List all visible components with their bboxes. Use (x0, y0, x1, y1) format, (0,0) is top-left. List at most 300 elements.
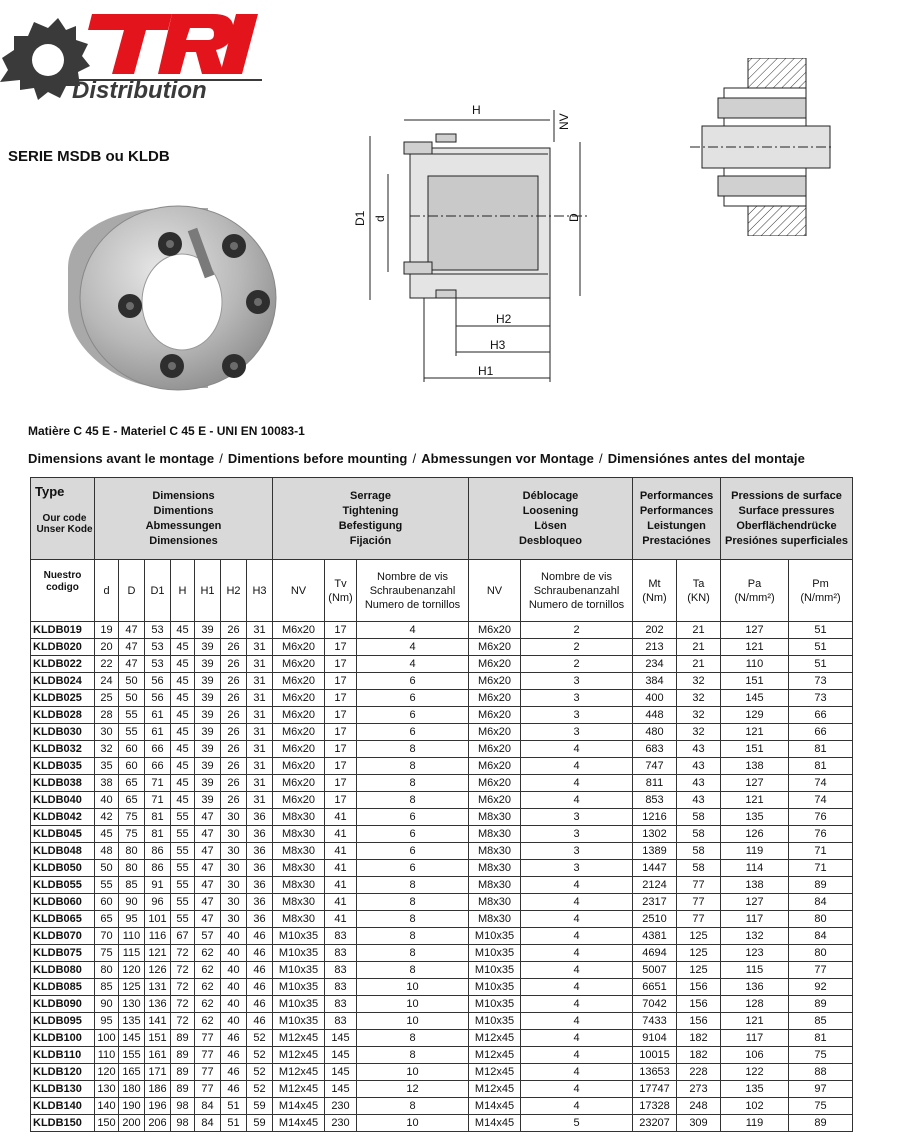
table-cell: M8x30 (469, 911, 521, 928)
table-cell: 45 (171, 724, 195, 741)
table-cell: 26 (221, 775, 247, 792)
table-cell: M12x45 (273, 1047, 325, 1064)
group-label: Performances (639, 504, 714, 517)
table-cell: M12x45 (469, 1030, 521, 1047)
table-cell: 114 (721, 860, 789, 877)
table-cell: 119 (721, 1115, 789, 1132)
table-cell: 58 (677, 860, 721, 877)
table-cell: 135 (721, 809, 789, 826)
table-cell: 59 (247, 1098, 273, 1115)
table-cell: 76 (789, 826, 853, 843)
table-cell: 228 (677, 1064, 721, 1081)
table-cell: 32 (95, 741, 119, 758)
pa-unit: (N/mm²) (734, 591, 775, 604)
table-cell: 77 (195, 1047, 221, 1064)
table-cell: M10x35 (469, 979, 521, 996)
table-cell: 135 (721, 1081, 789, 1098)
product-code-cell: KLDB020 (31, 639, 95, 656)
table-cell: 41 (325, 877, 357, 894)
table-cell: 25 (95, 690, 119, 707)
table-cell: 47 (195, 894, 221, 911)
table-cell: 2124 (633, 877, 677, 894)
label-H1: H1 (478, 364, 494, 378)
table-cell: 384 (633, 673, 677, 690)
table-row (31, 877, 853, 894)
label-d: d (373, 215, 387, 222)
table-cell: 21 (677, 656, 721, 673)
table-cell: 46 (247, 928, 273, 945)
table-cell: 55 (171, 860, 195, 877)
table-cell: 45 (171, 673, 195, 690)
group-deblocage (469, 478, 633, 560)
group-label: Loosening (522, 504, 579, 517)
table-cell: 17 (325, 656, 357, 673)
table-row (31, 911, 853, 928)
table-cell: M10x35 (273, 1013, 325, 1030)
table-cell: M8x30 (469, 809, 521, 826)
product-code-cell: KLDB150 (31, 1115, 95, 1132)
table-cell: M6x20 (273, 656, 325, 673)
label-D1: D1 (353, 210, 367, 226)
table-cell: 46 (247, 962, 273, 979)
table-cell: 39 (195, 792, 221, 809)
table-cell: 4 (521, 945, 633, 962)
table-cell: 45 (171, 639, 195, 656)
table-cell: 26 (221, 707, 247, 724)
table-cell: 138 (721, 758, 789, 775)
product-code-cell: KLDB035 (31, 758, 95, 775)
table-cell: 62 (195, 945, 221, 962)
table-cell: 85 (119, 877, 145, 894)
table-cell: 30 (221, 877, 247, 894)
tri-distribution-logo (0, 0, 270, 110)
table-cell: 26 (221, 792, 247, 809)
table-cell: 71 (789, 860, 853, 877)
table-cell: 115 (721, 962, 789, 979)
ta-label: Ta (692, 577, 705, 590)
table-cell: 53 (145, 656, 171, 673)
table-cell: 32 (677, 673, 721, 690)
table-cell: 80 (789, 945, 853, 962)
table-cell: 17 (325, 775, 357, 792)
table-cell: 1389 (633, 843, 677, 860)
table-cell: 4 (521, 1098, 633, 1115)
table-cell: 98 (171, 1115, 195, 1132)
col-nv-serrage: NV (273, 560, 325, 622)
table-cell: 17 (325, 724, 357, 741)
table-cell: 81 (145, 809, 171, 826)
screws-label: Nombre de vis (541, 570, 612, 583)
col-mt (633, 560, 677, 622)
table-cell: 145 (721, 690, 789, 707)
table-cell: 85 (789, 1013, 853, 1030)
table-cell: 39 (195, 673, 221, 690)
table-cell: 4 (521, 1081, 633, 1098)
table-cell: 122 (721, 1064, 789, 1081)
spec-table (30, 477, 853, 1132)
table-cell: M8x30 (469, 894, 521, 911)
table-cell: 128 (721, 996, 789, 1013)
table-cell: 31 (247, 673, 273, 690)
table-cell: 51 (221, 1098, 247, 1115)
table-cell: 31 (247, 792, 273, 809)
table-cell: 61 (145, 724, 171, 741)
table-cell: 4 (357, 656, 469, 673)
table-cell: 19 (95, 622, 119, 639)
table-cell: 39 (195, 707, 221, 724)
table-cell: 4694 (633, 945, 677, 962)
table-cell: 72 (171, 962, 195, 979)
table-cell: 182 (677, 1047, 721, 1064)
table-cell: 121 (721, 639, 789, 656)
table-cell: 131 (145, 979, 171, 996)
table-cell: M10x35 (469, 962, 521, 979)
table-cell: 58 (677, 809, 721, 826)
table-cell: 62 (195, 1013, 221, 1030)
table-cell: M8x30 (273, 843, 325, 860)
table-cell: 60 (95, 894, 119, 911)
table-cell: 4 (521, 877, 633, 894)
table-cell: 2510 (633, 911, 677, 928)
table-cell: 47 (195, 809, 221, 826)
table-cell: 125 (677, 962, 721, 979)
table-row (31, 860, 853, 877)
table-cell: M12x45 (273, 1081, 325, 1098)
table-cell: 39 (195, 639, 221, 656)
table-row (31, 656, 853, 673)
table-cell: 47 (195, 826, 221, 843)
table-cell: 186 (145, 1081, 171, 1098)
table-cell: M10x35 (273, 928, 325, 945)
group-label: Dimensiones (149, 534, 218, 547)
table-row (31, 826, 853, 843)
table-cell: 17 (325, 639, 357, 656)
group-label: Serrage (350, 489, 391, 502)
table-cell: 43 (677, 792, 721, 809)
table-cell: 91 (145, 877, 171, 894)
table-cell: 119 (721, 843, 789, 860)
table-row (31, 979, 853, 996)
table-row (31, 843, 853, 860)
table-cell: 138 (721, 877, 789, 894)
table-cell: 127 (721, 894, 789, 911)
tv-unit: (Nm) (328, 591, 353, 604)
table-cell: 30 (221, 860, 247, 877)
table-cell: 77 (789, 962, 853, 979)
table-cell: 31 (247, 775, 273, 792)
table-cell: 136 (145, 996, 171, 1013)
table-cell: 31 (247, 656, 273, 673)
table-cell: 2317 (633, 894, 677, 911)
table-cell: 8 (357, 1030, 469, 1047)
table-cell: 85 (95, 979, 119, 996)
table-cell: 8 (357, 945, 469, 962)
table-cell: 140 (95, 1098, 119, 1115)
table-cell: 45 (171, 656, 195, 673)
table-cell: 39 (195, 758, 221, 775)
nuestro-codigo-header (31, 560, 95, 622)
mt-unit: (Nm) (642, 591, 667, 604)
table-cell: 26 (221, 758, 247, 775)
table-cell: M6x20 (469, 741, 521, 758)
dimension-drawing (348, 96, 598, 386)
product-code-cell: KLDB050 (31, 860, 95, 877)
product-code-cell: KLDB065 (31, 911, 95, 928)
table-cell: 811 (633, 775, 677, 792)
table-cell: 132 (721, 928, 789, 945)
group-label: Leistungen (647, 519, 706, 532)
table-cell: M6x20 (273, 775, 325, 792)
table-cell: 6 (357, 860, 469, 877)
series-title: SERIE MSDB ou KLDB (8, 148, 170, 165)
table-cell: 55 (171, 877, 195, 894)
table-cell: 145 (325, 1030, 357, 1047)
table-cell: 7433 (633, 1013, 677, 1030)
type-title: Type (35, 484, 65, 499)
table-cell: 182 (677, 1030, 721, 1047)
product-code-cell: KLDB042 (31, 809, 95, 826)
table-cell: 145 (119, 1030, 145, 1047)
table-cell: 50 (95, 860, 119, 877)
table-cell: 51 (789, 656, 853, 673)
table-cell: M8x30 (273, 894, 325, 911)
table-cell: 72 (171, 996, 195, 1013)
table-cell: 4 (521, 741, 633, 758)
table-cell: M8x30 (469, 877, 521, 894)
table-cell: 46 (221, 1064, 247, 1081)
table-cell: 180 (119, 1081, 145, 1098)
table-cell: 39 (195, 690, 221, 707)
table-cell: 84 (789, 894, 853, 911)
table-cell: 23207 (633, 1115, 677, 1132)
screws-label: Numero de tornillos (364, 598, 461, 611)
nuestro-label: Nuestro (43, 570, 82, 581)
col-tv (325, 560, 357, 622)
caption-sep: / (219, 451, 223, 466)
table-cell: 17 (325, 707, 357, 724)
table-cell: 1302 (633, 826, 677, 843)
table-cell: 31 (247, 639, 273, 656)
table-cell: 10015 (633, 1047, 677, 1064)
table-cell: M10x35 (469, 928, 521, 945)
screws-label: Schraubenanzahl (369, 584, 456, 597)
table-cell: 136 (721, 979, 789, 996)
table-cell: 46 (247, 979, 273, 996)
table-cell: 45 (171, 707, 195, 724)
table-cell: 6651 (633, 979, 677, 996)
table-cell: 42 (95, 809, 119, 826)
product-code-cell: KLDB048 (31, 843, 95, 860)
table-cell: 60 (119, 758, 145, 775)
table-cell: 66 (145, 741, 171, 758)
group-label: Pressions de surface (731, 489, 842, 502)
table-cell: 2 (521, 656, 633, 673)
table-row (31, 639, 853, 656)
table-cell: 76 (789, 809, 853, 826)
table-cell: 4 (521, 758, 633, 775)
col-nv-deblocage: NV (469, 560, 521, 622)
table-cell: M6x20 (469, 622, 521, 639)
table-cell: 72 (171, 945, 195, 962)
table-cell: 89 (171, 1064, 195, 1081)
table-cell: 31 (247, 690, 273, 707)
table-row (31, 741, 853, 758)
table-row (31, 1030, 853, 1047)
table-row (31, 1013, 853, 1030)
product-code-cell: KLDB090 (31, 996, 95, 1013)
col-pm (789, 560, 853, 622)
table-cell: 129 (721, 707, 789, 724)
table-cell: 72 (171, 979, 195, 996)
table-cell: 31 (247, 741, 273, 758)
table-cell: 155 (119, 1047, 145, 1064)
table-cell: 234 (633, 656, 677, 673)
table-cell: 6 (357, 843, 469, 860)
table-cell: 8 (357, 911, 469, 928)
table-cell: 31 (247, 758, 273, 775)
table-cell: 65 (119, 775, 145, 792)
table-cell: 3 (521, 690, 633, 707)
table-cell: 43 (677, 758, 721, 775)
table-cell: 47 (119, 656, 145, 673)
table-cell: 6 (357, 707, 469, 724)
table-cell: M8x30 (273, 877, 325, 894)
table-cell: 127 (721, 622, 789, 639)
table-cell: 40 (221, 928, 247, 945)
table-cell: 84 (195, 1115, 221, 1132)
group-label: Tightening (342, 504, 399, 517)
table-cell: 273 (677, 1081, 721, 1098)
table-cell: 66 (789, 707, 853, 724)
group-label: Performances (639, 489, 714, 502)
table-cell: 3 (521, 809, 633, 826)
table-cell: 46 (247, 996, 273, 1013)
table-cell: 36 (247, 860, 273, 877)
table-cell: 130 (95, 1081, 119, 1098)
table-cell: 46 (221, 1047, 247, 1064)
table-cell: 66 (145, 758, 171, 775)
table-cell: 127 (721, 775, 789, 792)
table-cell: 156 (677, 996, 721, 1013)
table-cell: 120 (119, 962, 145, 979)
col-H3: H3 (247, 560, 273, 622)
table-cell: 125 (677, 928, 721, 945)
table-cell: 56 (145, 673, 171, 690)
table-cell: 36 (247, 911, 273, 928)
table-cell: 56 (145, 690, 171, 707)
table-cell: M14x45 (273, 1115, 325, 1132)
table-cell: 75 (119, 809, 145, 826)
table-cell: 83 (325, 945, 357, 962)
table-cell: 1447 (633, 860, 677, 877)
table-cell: M6x20 (469, 690, 521, 707)
table-cell: 84 (195, 1098, 221, 1115)
group-dimensions (95, 478, 273, 560)
table-cell: 70 (95, 928, 119, 945)
table-cell: 90 (95, 996, 119, 1013)
table-row (31, 1081, 853, 1098)
table-cell: 30 (221, 843, 247, 860)
screws-label: Numero de tornillos (528, 598, 625, 611)
table-cell: 53 (145, 622, 171, 639)
table-cell: 88 (789, 1064, 853, 1081)
table-cell: 46 (221, 1030, 247, 1047)
table-cell: 32 (677, 707, 721, 724)
group-performances (633, 478, 721, 560)
col-screws-serrage (357, 560, 469, 622)
table-cell: 4 (521, 792, 633, 809)
codigo-label: codigo (46, 582, 79, 593)
table-cell: 8 (357, 894, 469, 911)
table-cell: 213 (633, 639, 677, 656)
table-cell: 81 (789, 758, 853, 775)
table-cell: 22 (95, 656, 119, 673)
product-code-cell: KLDB025 (31, 690, 95, 707)
table-cell: 4 (521, 1013, 633, 1030)
table-cell: M10x35 (273, 945, 325, 962)
table-cell: 73 (789, 690, 853, 707)
table-cell: M6x20 (469, 656, 521, 673)
table-cell: 71 (789, 843, 853, 860)
table-cell: 8 (357, 877, 469, 894)
table-cell: 230 (325, 1098, 357, 1115)
table-cell: 43 (677, 741, 721, 758)
table-cell: 6 (357, 690, 469, 707)
table-cell: 77 (195, 1064, 221, 1081)
product-code-cell: KLDB080 (31, 962, 95, 979)
table-cell: 77 (677, 894, 721, 911)
table-cell: 45 (171, 775, 195, 792)
tv-label: Tv (334, 577, 347, 590)
table-cell: 75 (119, 826, 145, 843)
table-row (31, 1098, 853, 1115)
table-cell: M8x30 (273, 911, 325, 928)
table-cell: 80 (95, 962, 119, 979)
svg-text:Distribution: Distribution (72, 77, 207, 104)
table-cell: 145 (325, 1064, 357, 1081)
table-cell: M6x20 (273, 707, 325, 724)
col-d: d (95, 560, 119, 622)
table-cell: 98 (171, 1098, 195, 1115)
table-cell: M6x20 (273, 792, 325, 809)
mt-label: Mt (648, 577, 661, 590)
table-cell: 17747 (633, 1081, 677, 1098)
table-cell: 4 (357, 639, 469, 656)
table-cell: M6x20 (273, 673, 325, 690)
table-cell: 6 (357, 724, 469, 741)
table-cell: 39 (195, 724, 221, 741)
table-cell: 41 (325, 911, 357, 928)
table-cell: M6x20 (273, 724, 325, 741)
table-cell: 4 (357, 622, 469, 639)
table-cell: 36 (247, 809, 273, 826)
table-cell: 89 (789, 996, 853, 1013)
table-row (31, 1064, 853, 1081)
table-cell: M12x45 (469, 1047, 521, 1064)
table-cell: 52 (247, 1081, 273, 1098)
table-cell: 81 (789, 741, 853, 758)
table-cell: 151 (721, 673, 789, 690)
table-cell: 853 (633, 792, 677, 809)
pm-label: Pm (812, 577, 829, 590)
table-cell: 45 (171, 622, 195, 639)
table-cell: 89 (789, 1115, 853, 1132)
table-cell: 230 (325, 1115, 357, 1132)
table-cell: 10 (357, 1064, 469, 1081)
table-cell: 248 (677, 1098, 721, 1115)
table-row (31, 809, 853, 826)
label-H2: H2 (496, 312, 512, 326)
